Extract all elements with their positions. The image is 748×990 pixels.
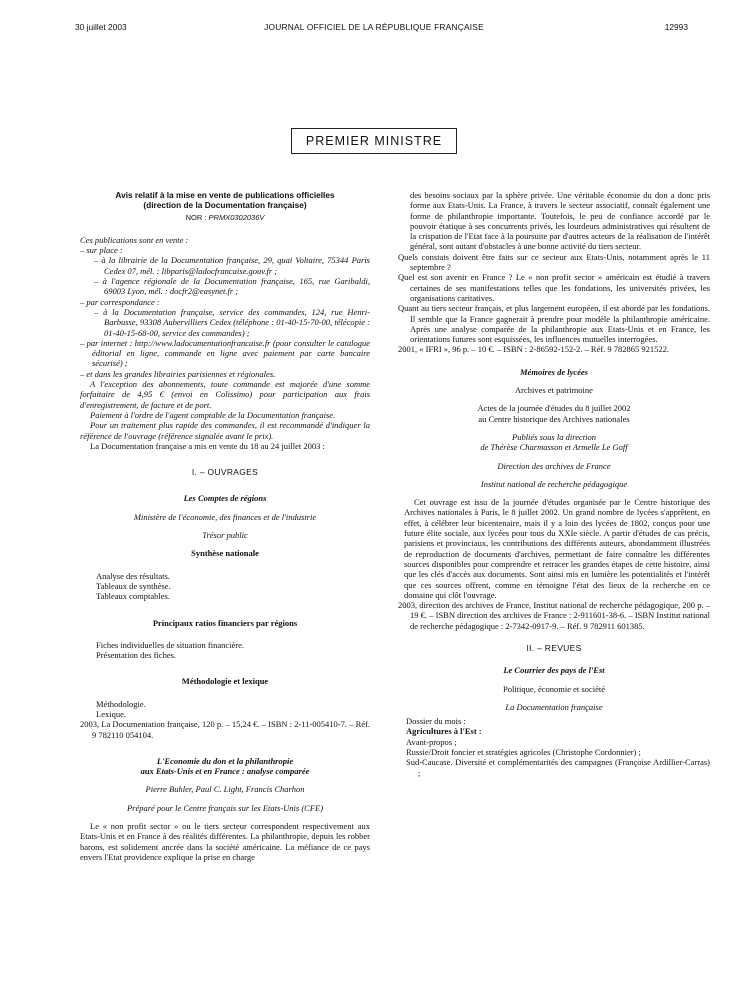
institut-line: Institut national de recherche pédagogique [480,478,628,489]
right-column [398,190,710,778]
paiement-text: Paiement à l'ordre de l'agent comptable de la Documentation française. [90,409,336,420]
mise-en-vente-text: La Documentation française a mis en vente du 18 au 24 juillet 2003 : [90,440,325,451]
intro-text: Ces publications sont en vente : [80,234,189,245]
list-item: Lexique. [96,708,126,719]
list-item: Tableaux de synthèse. [96,580,171,591]
traitement-text: Pour un traitement plus rapide des commandes, il est recommandé d'indiquer la référence de l'ouvrage (référence signalée avant le prix). [80,420,370,441]
courrier-title: Le Courrier des pays de l'Est [503,665,605,676]
memoires-title: Mémoires de lycées [520,366,588,377]
header-journal-title: JOURNAL OFFICIEL DE LA RÉPUBLIQUE FRANÇAISE [264,22,484,32]
section-ouvrages: I. – OUVRAGES [191,467,259,478]
paragraph: Quel est son avenir en France ? Le « non profit sector » américain est étudié à travers certaines de ses manifestations telles que les fondations, les universités privées, les organisations caritatives. [398,272,710,303]
avis-title: Avis relatif à la mise en vente de publications officielles [115,190,335,200]
publies-editors: de Thérèse Charmasson et Armelle Le Goff [480,442,628,453]
header-page-number: 12993 [664,22,688,32]
avant-propos-line: Avant-propos ; [406,736,457,747]
archives-line: Archives et patrimoine [515,385,593,396]
economie-text-continued: des besoins sociaux par la sphère privée. Une véritable économie du don a donc pris forme aux Etats-Unis. La France, à travers le secteur associatif, connaît également une forme de philanthropie importante. Toutefois, le peu de confiance accordé par le pouvoir étatique à ses concurrents privés, les lourdeurs administratives qui résultent de la crispation de l'Etat face à la poursuite par d'autres acteurs de la réalisation de l'intérêt général, sont autant d'obstacles à une bonne activité du tiers secteur. [410,190,710,252]
header-date: 30 juillet 2003 [75,22,127,32]
publies-line: Publiés sous la direction [512,431,596,442]
actes-line: Actes de la journée d'études du 8 juillet 2002 [477,403,631,414]
sur-place-item: – à l'agence régionale de la Documentation française, 165, rue Garibaldi, 69003 Lyon, mél. : docfr2@easynet.fr ; [94,276,370,297]
ministry-box: PREMIER MINISTRE [291,128,457,154]
economie-text: Le « non profit sector » ou le tiers secteur correspondent respectivement aux Etats-Unis et en France à des réalités différentes. La philanthropie, depuis les robber barons, est solidement ancrée dans la société américaine. La méfiance de ce pays envers l'Etat providence explique la prise en charge [80,821,370,862]
ratios-list [80,640,370,661]
left-column [80,190,370,862]
direction-line: Direction des archives de France [497,460,611,471]
abonnements-text: A l'exception des abonnements, toute commande est majorée d'une somme forfaitaire de 4,95 € (envoi en Colissimo) pour participation aux frais d'enregistrement, de facture et de port. [80,379,370,410]
synthese-list [80,571,370,602]
synthese-title: Synthèse nationale [191,548,259,559]
section-revues: II. – REVUES [526,642,582,653]
actes-line-2: au Centre historique des Archives nationales [478,413,630,424]
correspondance-item: – à la Documentation française, service des commandes, 124, rue Henri-Barbusse, 93308 Aubervilliers Cedex (téléphone : 01-40-15-70-00, télécopie : 01-40-15-68-00, service des commandes) ; [94,306,370,338]
comptes-title: Les Comptes de régions [183,493,267,504]
lycees-reference: 2003, direction des archives de France, Institut national de recherche pédagogique, 200 p. – 19 €. – ISBN direction des archives de France : 2-911601-38-6. – ISBN Institut national de recherche pédagogique : 2-7342-0917-9. – Réf. 9 782911 601385. [398,600,710,631]
tresor-line: Trésor public [202,530,248,541]
methodo-list [80,699,370,720]
economie-authors: Pierre Buhler, Paul C. Light, Francis Charhon [145,784,305,795]
economie-reference: 2001, « IFRI », 96 p. – 10 €. – ISBN : 2-86592-152-2. – Réf. 9 782865 921522. [398,344,670,355]
list-item: Tableaux comptables. [96,591,170,602]
sur-place: – sur place : [80,245,123,256]
economie-prepared: Préparé pour le Centre français sur les Etats-Unis (CFE) [126,802,324,813]
list-item: Présentation des fiches. [96,650,177,661]
ladoc-line: La Documentation française [505,701,603,712]
paragraph: Quels constats doivent être faits sur ce secteur aux Etats-Unis, notamment après le 11 septembre ? [398,251,710,273]
sur-place-item: – à la librairie de la Documentation française, 29, quai Voltaire, 75344 Paris Cedex 07, mél. : libparis@ladocfrancaise.gouv.fr ; [94,255,370,276]
russie-line: Russie/Droit foncier et stratégies agricoles (Christophe Cordonnier) ; [406,747,641,758]
paragraph: Quant au tiers secteur français, et plus largement européen, il est abordé par les fondations. Il semble que la France gagnerait à prendre pour modèle la philanthropie américaine. Après une analyse comparée de la philanthropie aux Etats-Unis et en France, les orientations futures sont esquissées, les influences mutuelles interrogées. [398,303,710,345]
sud-caucase-line: Sud-Caucase. Diversité et complémentarités des campagnes (Françoise Ardillier-Carras) ; [406,757,710,778]
comptes-reference: 2003, La Documentation française, 120 p. – 15,24 €. – ISBN : 2-11-005410-7. – Réf. 9 782110 054104. [80,719,370,740]
dossier-line: Dossier du mois : [406,716,466,727]
list-item: Analyse des résultats. [96,570,170,581]
politique-line: Politique, économie et société [503,683,605,694]
ministere-line: Ministère de l'économie, des finances et de l'industrie [133,511,317,522]
agricultures-line: Agricultures à l'Est : [406,726,482,737]
economie-subtitle: aux Etats-Unis et en France : analyse comparée [140,766,310,777]
avis-subtitle: (direction de la Documentation française) [143,200,307,211]
methodo-title: Méthodologie et lexique [181,676,269,687]
list-item: Méthodologie. [96,698,146,709]
internet-line: – par internet : http://www.ladocumentationfrancaise.fr (pour consulter le catalogue éditorial en ligne, commande en ligne avec paiement par carte bancaire sécurisé) ; [80,337,370,369]
lycees-text: Cet ouvrage est issu de la journée d'études organisée par le Centre historique des Archives nationales à Paris, le 8 juillet 2002. Un grand nombre de lycées s'apprêtent, en effet, à célébrer leur bicentenaire, mais il y a loin des lycées de 1802, conçus pour une future élite sociale, aux lycées pour tous du XXIe siècle. A partir d'études de cas précis, parisiens et provinciaux, les contributions des différents auteurs, abondamment illustrées de reproduction de documents d'archives, permettant de faire connaître les différentes sources disponibles pour comprendre et retracer les grandes étapes de cette histoire, ainsi que les clés d'accès aux documents. Sont ainsi mis en lumière les potentialités et l'intérêt que ces sources offrent, comme en témoigne l'état des lieux de la recherche en ce domaine qui clôt l'ouvrage. [404,497,710,600]
ratios-title: Principaux ratios financiers par régions [152,617,298,628]
librairies-line: – et dans les grandes librairies parisiennes et régionales. [80,368,276,379]
nor-label: NOR : [185,212,207,222]
nor-line [80,213,370,223]
economie-title: L'Economie du don et la philanthropie [156,755,294,766]
list-item: Fiches individuelles de situation financière. [96,639,245,650]
nor-value: PRMX0302036V [208,212,265,222]
correspondance: – par correspondance : [80,296,160,307]
